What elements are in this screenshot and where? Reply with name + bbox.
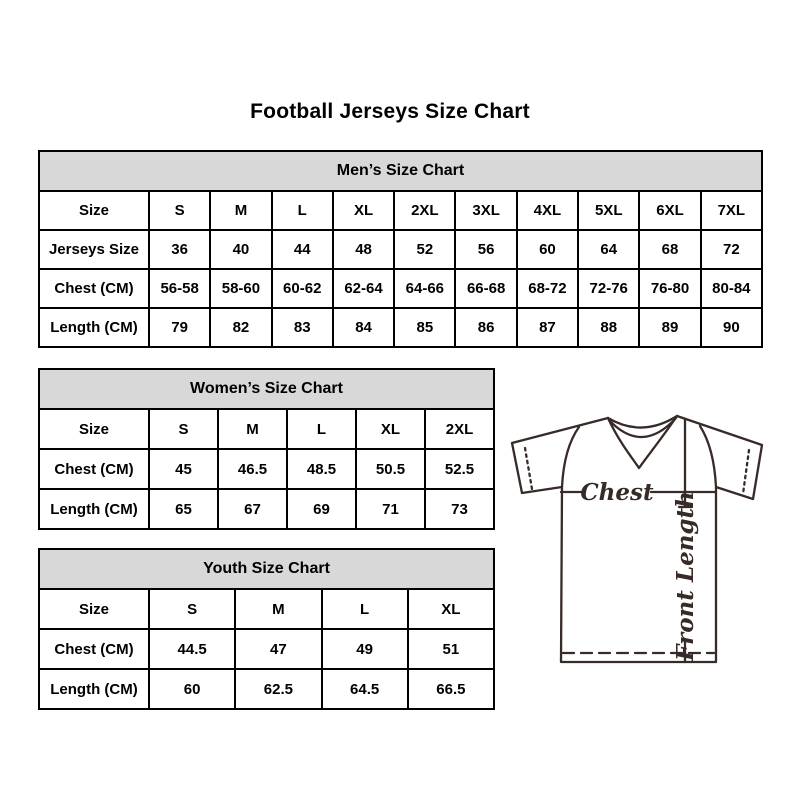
table-title: Men’s Size Chart <box>39 151 762 191</box>
table-cell: 4XL <box>517 191 578 230</box>
chest-label: Chest <box>580 479 654 506</box>
row-header-cell: Length (CM) <box>39 669 149 709</box>
table-cell: 79 <box>149 308 210 347</box>
table-cell: 44.5 <box>149 629 235 669</box>
row-header-cell: Jerseys Size <box>39 230 149 269</box>
table-cell: 2XL <box>425 409 494 449</box>
table-cell: 58-60 <box>210 269 271 308</box>
table-cell: 7XL <box>701 191 762 230</box>
table-row <box>39 669 494 709</box>
table-cell: XL <box>408 589 494 629</box>
table-cell: M <box>235 589 321 629</box>
table-cell: XL <box>333 191 394 230</box>
table-cell: 50.5 <box>356 449 425 489</box>
table-cell: 82 <box>210 308 271 347</box>
table-cell: 60 <box>149 669 235 709</box>
table-cell: 49 <box>322 629 408 669</box>
table-cell: 60 <box>517 230 578 269</box>
table-cell: 76-80 <box>639 269 700 308</box>
table-cell: M <box>210 191 271 230</box>
table-cell: 60-62 <box>272 269 333 308</box>
table-cell: 68-72 <box>517 269 578 308</box>
table-cell: 68 <box>639 230 700 269</box>
table-cell: 3XL <box>455 191 516 230</box>
table-cell: 48.5 <box>287 449 356 489</box>
table-cell: 86 <box>455 308 516 347</box>
row-header-cell: Chest (CM) <box>39 449 149 489</box>
table-cell: 88 <box>578 308 639 347</box>
table-cell: 83 <box>272 308 333 347</box>
row-header-cell: Chest (CM) <box>39 629 149 669</box>
table-cell: 64.5 <box>322 669 408 709</box>
table-row <box>39 629 494 669</box>
table-cell: 67 <box>218 489 287 529</box>
right-cuff-dotted-line <box>743 450 749 494</box>
row-header-cell: Chest (CM) <box>39 269 149 308</box>
table-cell: 46.5 <box>218 449 287 489</box>
table-cell: L <box>322 589 408 629</box>
table-cell: 84 <box>333 308 394 347</box>
table-cell: 52.5 <box>425 449 494 489</box>
table-cell: 47 <box>235 629 321 669</box>
table-cell: S <box>149 409 218 449</box>
table-row <box>39 449 494 489</box>
table-cell: 85 <box>394 308 455 347</box>
table-cell: 66.5 <box>408 669 494 709</box>
jersey-measurement-diagram <box>505 400 775 690</box>
table-header-row <box>39 151 762 191</box>
table-cell: M <box>218 409 287 449</box>
right-armhole-seam <box>700 426 716 487</box>
table-row <box>39 191 762 230</box>
table-row <box>39 230 762 269</box>
womens-size-table <box>38 368 495 530</box>
table-cell: 90 <box>701 308 762 347</box>
left-cuff-dotted-line <box>525 448 532 489</box>
table-cell: L <box>287 409 356 449</box>
table-cell: L <box>272 191 333 230</box>
table-header-row <box>39 549 494 589</box>
table-cell: S <box>149 191 210 230</box>
left-armhole-seam <box>562 427 579 487</box>
table-cell: 64-66 <box>394 269 455 308</box>
page-title: Football Jerseys Size Chart <box>250 100 530 123</box>
row-header-cell: Length (CM) <box>39 308 149 347</box>
front-length-label: Front Length <box>672 491 699 661</box>
table-cell: 72 <box>701 230 762 269</box>
table-cell: 69 <box>287 489 356 529</box>
table-cell: 72-76 <box>578 269 639 308</box>
table-title: Women’s Size Chart <box>39 369 494 409</box>
table-cell: 51 <box>408 629 494 669</box>
table-cell: 62-64 <box>333 269 394 308</box>
table-row <box>39 409 494 449</box>
jersey-outline <box>512 416 762 662</box>
mens-size-table <box>38 150 763 348</box>
youth-size-table <box>38 548 495 710</box>
table-header-row <box>39 369 494 409</box>
table-cell: 52 <box>394 230 455 269</box>
table-cell: XL <box>356 409 425 449</box>
table-cell: 48 <box>333 230 394 269</box>
table-row <box>39 589 494 629</box>
table-cell: 6XL <box>639 191 700 230</box>
row-header-cell: Size <box>39 589 149 629</box>
table-cell: 71 <box>356 489 425 529</box>
table-row <box>39 308 762 347</box>
table-cell: 44 <box>272 230 333 269</box>
table-cell: 5XL <box>578 191 639 230</box>
table-cell: 36 <box>149 230 210 269</box>
table-cell: 65 <box>149 489 218 529</box>
table-row <box>39 489 494 529</box>
row-header-cell: Length (CM) <box>39 489 149 529</box>
table-title: Youth Size Chart <box>39 549 494 589</box>
jersey-diagram-svg <box>505 400 775 690</box>
table-cell: 62.5 <box>235 669 321 709</box>
table-cell: S <box>149 589 235 629</box>
table-cell: 56-58 <box>149 269 210 308</box>
table-cell: 45 <box>149 449 218 489</box>
table-cell: 66-68 <box>455 269 516 308</box>
table-cell: 40 <box>210 230 271 269</box>
table-cell: 56 <box>455 230 516 269</box>
row-header-cell: Size <box>39 191 149 230</box>
table-row <box>39 269 762 308</box>
table-cell: 89 <box>639 308 700 347</box>
table-cell: 80-84 <box>701 269 762 308</box>
table-cell: 2XL <box>394 191 455 230</box>
row-header-cell: Size <box>39 409 149 449</box>
table-cell: 87 <box>517 308 578 347</box>
table-cell: 73 <box>425 489 494 529</box>
table-cell: 64 <box>578 230 639 269</box>
